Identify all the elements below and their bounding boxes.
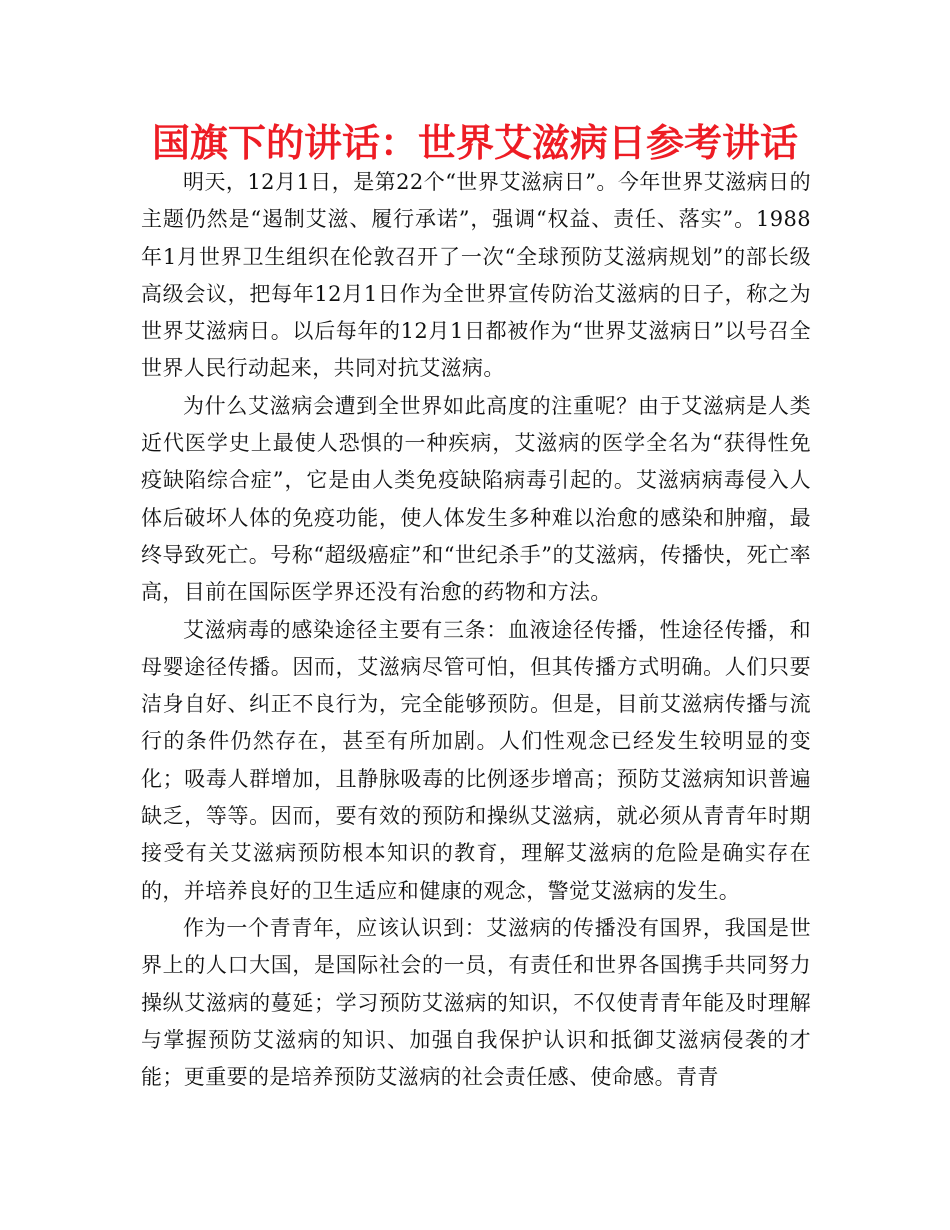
paragraph-1: 明天，12月1日，是第22个“世界艾滋病日”。今年世界艾滋病日的主题仍然是“遏制艾滋、履行承诺”，强调“权益、责任、落实”。1988年1月世界卫生组织在伦敦召开了一次“全球预防艾滋病规划”的部长级高级会议，把每年12月1日作为全世界宣传防治艾滋病的日子，称之为世界艾滋病日。以后每年的12月1日都被作为“世界艾滋病日”以号召全世界人民行动起来，共同对抗艾滋病。 [141, 170, 811, 381]
paragraph-4: 作为一个青青年，应该认识到：艾滋病的传播没有国界，我国是世界上的人口大国，是国际社会的一员，有责任和世界各国携手共同努力操纵艾滋病的蔓延；学习预防艾滋病的知识，不仅使青青年能及时理解与掌握预防艾滋病的知识、加强自我保护认识和抵御艾滋病侵袭的才能；更重要的是培养预防艾滋病的社会责任感、使命感。青青 [141, 915, 811, 1090]
document-title: 国旗下的讲话：世界艾滋病日参考讲话 [151, 121, 798, 165]
paragraph-2: 为什么艾滋病会遭到全世界如此高度的注重呢？由于艾滋病是人类近代医学史上最使人恐惧的一种疾病，艾滋病的医学全名为“获得性免疫缺陷综合症”，它是由人类免疫缺陷病毒引起的。艾滋病病毒侵入人体后破坏人体的免疫功能，使人体发生多种难以治愈的感染和肿瘤，最终导致死亡。号称“超级癌症”和“世纪杀手”的艾滋病，传播快，死亡率高，目前在国际医学界还没有治愈的药物和方法。 [141, 393, 811, 605]
document-body [141, 164, 811, 1096]
paragraph-3: 艾滋病毒的感染途径主要有三条：血液途径传播，性途径传播，和母婴途径传播。因而，艾滋病尽管可怕，但其传播方式明确。人们只要洁身自好、纠正不良行为，完全能够预防。但是，目前艾滋病传播与流行的条件仍然存在，甚至有所加剧。人们性观念已经发生较明显的变化；吸毒人群增加，且静脉吸毒的比例逐步增高；预防艾滋病知识普遍缺乏，等等。因而，要有效的预防和操纵艾滋病，就必须从青青年时期接受有关艾滋病预防根本知识的教育，理解艾滋病的危险是确实存在的，并培养良好的卫生适应和健康的观念，警觉艾滋病的发生。 [141, 617, 811, 903]
